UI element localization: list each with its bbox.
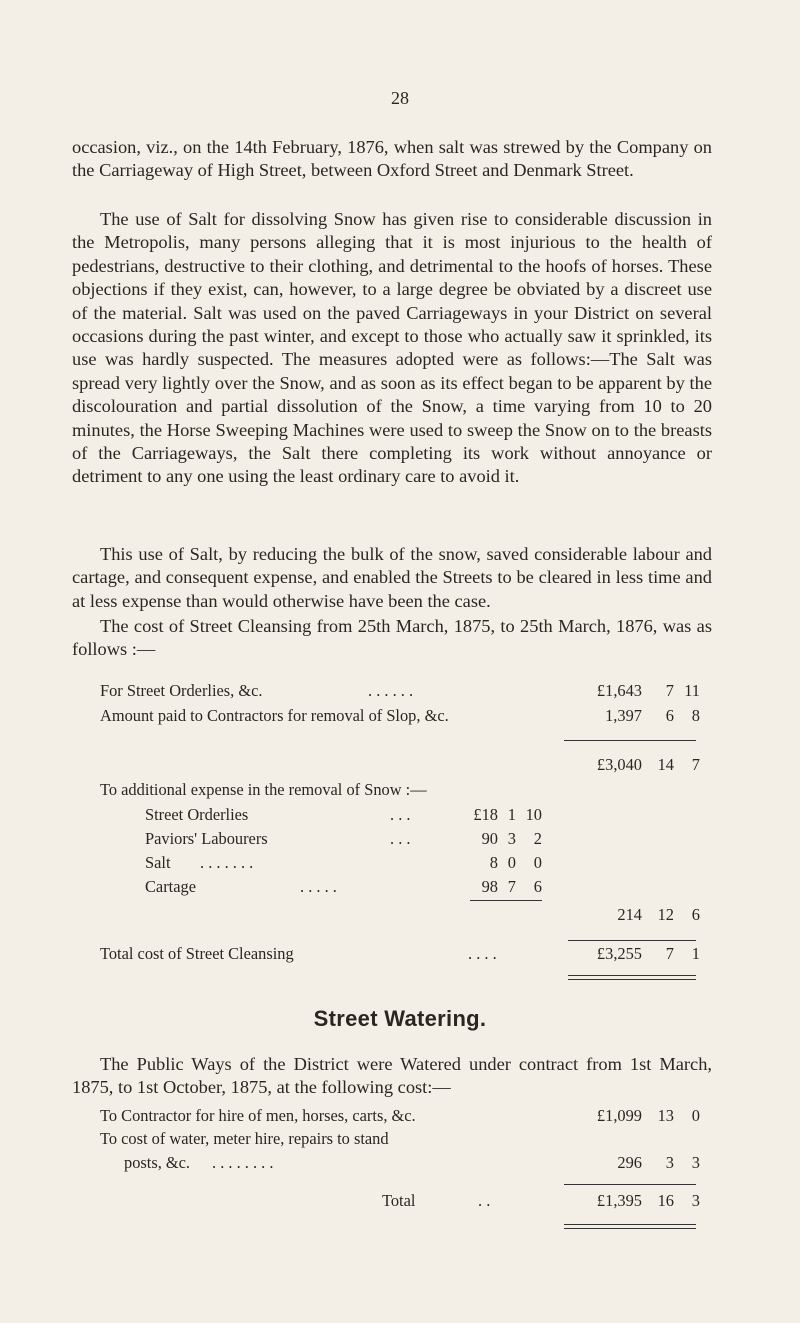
leader-dots: . . . (390, 829, 411, 848)
section-heading-street-watering: Street Watering. (313, 1006, 487, 1031)
amount-shillings: 13 (657, 1106, 674, 1125)
total-pence: 3 (691, 1191, 700, 1210)
snow-item-pence: 0 (533, 853, 542, 872)
amount-pounds: £1,643 (596, 681, 642, 700)
snow-item-pence: 2 (533, 829, 542, 848)
row-label: Amount paid to Contractors for removal of Slop, &c. (100, 706, 449, 725)
snow-item-shillings: 7 (507, 877, 516, 896)
row-label: To cost of water, meter hire, repairs to stand (100, 1129, 389, 1148)
amount-shillings: 7 (665, 681, 674, 700)
snow-item-pounds: 98 (481, 877, 498, 896)
amount-pounds: 1,397 (605, 706, 642, 725)
total-shillings: 16 (657, 1191, 674, 1210)
total-rule (568, 940, 696, 941)
paragraph-salt-occasion: occasion, viz., on the 14th February, 1876, when salt was strewed by the Company on the Carriageway of High Street, between Oxford Street and Denmark Street. (72, 137, 712, 181)
snow-item-label: Salt (145, 853, 171, 872)
leader-dots: . . (478, 1191, 491, 1210)
leader-dots: . . . . . . (368, 681, 414, 700)
paragraph-cleansing-intro: The cost of Street Cleansing from 25th March, 1875, to 25th March, 1876, was as follows :— (72, 616, 712, 660)
amount-pounds: 296 (617, 1153, 642, 1172)
snow-total-pence: 6 (691, 905, 700, 924)
subtotal-shillings: 14 (657, 755, 674, 774)
amount-pence: 3 (691, 1153, 700, 1172)
total-label: Total (382, 1191, 416, 1210)
total-pounds: £3,255 (596, 944, 642, 963)
total-rule (564, 1184, 696, 1185)
amount-shillings: 6 (665, 706, 674, 725)
subtotal-pence: 7 (691, 755, 700, 774)
snow-item-label: Cartage (145, 877, 196, 896)
snow-subtotal-rule (470, 900, 542, 901)
snow-total-shillings: 12 (657, 905, 674, 924)
snow-item-pounds: 8 (489, 853, 498, 872)
snow-item-shillings: 1 (507, 805, 516, 824)
paragraph-salt-savings: This use of Salt, by reducing the bulk of the snow, saved considerable labour and cartage, and consequent expense, and enabled the Streets to be cleared in less time and at less expense than would otherwise have been the case. (72, 544, 712, 611)
total-pence: 1 (691, 944, 700, 963)
leader-dots: . . . . . . . . (212, 1153, 274, 1172)
snow-item-pence: 6 (533, 877, 542, 896)
amount-pence: 0 (691, 1106, 700, 1125)
row-label-continued: posts, &c. (124, 1153, 191, 1172)
total-label: Total cost of Street Cleansing (100, 944, 294, 963)
snow-item-shillings: 0 (507, 853, 516, 872)
total-pounds: £1,395 (596, 1191, 642, 1210)
amount-pence: 8 (691, 706, 700, 725)
total-shillings: 7 (665, 944, 674, 963)
snow-expense-heading: To additional expense in the removal of Snow :— (100, 780, 427, 799)
double-rule-bottom (564, 1228, 696, 1229)
subtotal-rule (564, 740, 696, 741)
snow-item-pence: 10 (525, 805, 542, 824)
double-rule-bottom (568, 979, 696, 980)
page-number: 28 (391, 88, 409, 108)
amount-pounds: £1,099 (596, 1106, 642, 1125)
row-label: For Street Orderlies, &c. (100, 681, 263, 700)
amount-pence: 11 (684, 681, 700, 700)
leader-dots: . . . . . . . (200, 853, 254, 872)
paragraph-salt-discussion: The use of Salt for dissolving Snow has given rise to considerable discussion in the Metropolis, many persons alleging that it is most injurious to the health of pedestrians, destructive to their clothing, and detrimental to the hoofs of horses. These objections if they exist, can, however, to a large degree be obviated by a discreet use of the material. Salt was used on the paved Carriageways in your District on several occasions during the past winter, and except to those who actually saw it sprinkled, its use was hardly suspected. The measures adopted were as follows:—The Salt was spread very lightly over the Snow, and as soon as its effect began to be apparent by the discolouration and partial dissolution of the Snow, a time varying from 10 to 20 minutes, the Horse Sweeping Machines were used to sweep the Snow on to the breasts of the Carriageways, the Salt there completing its work without annoyance or detriment to any one using the least ordinary care to avoid it. (72, 209, 712, 487)
row-label: To Contractor for hire of men, horses, carts, &c. (100, 1106, 416, 1125)
leader-dots: . . . . . (300, 877, 337, 896)
snow-item-label: Street Orderlies (145, 805, 249, 824)
double-rule-top (564, 1224, 696, 1225)
leader-dots: . . . . (468, 944, 497, 963)
double-rule-top (568, 975, 696, 976)
snow-item-shillings: 3 (507, 829, 516, 848)
snow-item-pounds: £18 (473, 805, 498, 824)
snow-item-pounds: 90 (481, 829, 498, 848)
amount-shillings: 3 (665, 1153, 674, 1172)
snow-item-label: Paviors' Labourers (145, 829, 268, 848)
snow-total-pounds: 214 (617, 905, 642, 924)
paragraph-watering-intro: The Public Ways of the District were Watered under contract from 1st March, 1875, to 1st October, 1875, at the following cost:— (72, 1054, 712, 1098)
subtotal-pounds: £3,040 (596, 755, 642, 774)
leader-dots: . . . (390, 805, 411, 824)
